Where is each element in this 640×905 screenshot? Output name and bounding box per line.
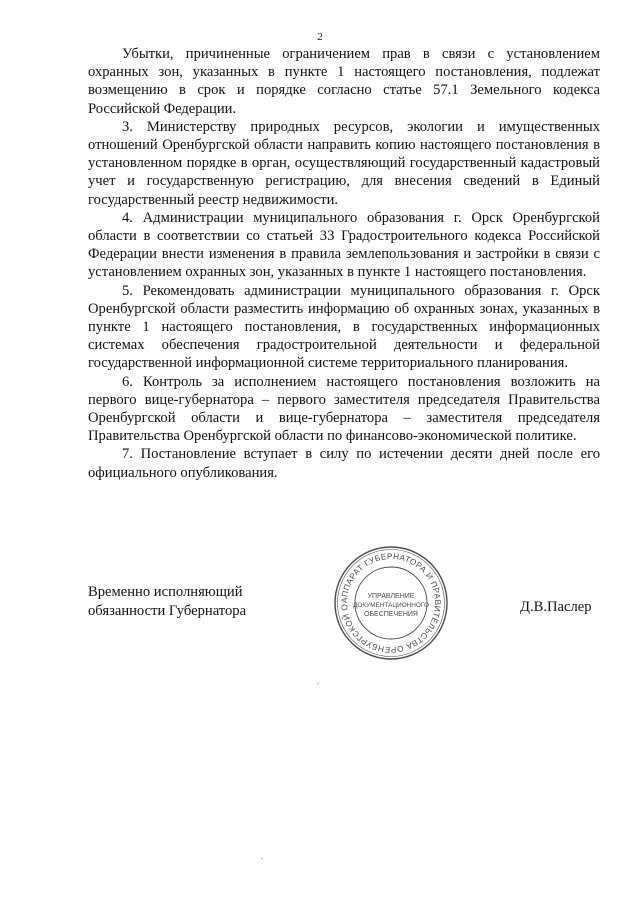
paragraph-item-5: 5. Рекомендовать администрации муниципального образования г. Орск Оренбургской области разместить информацию об охранных зонах, указанных в пункте 1 настоящего постановления, в государственных информационных системах обеспечения градостроительной деятельности и федеральной государственной информационной системе территориального планирования. xyxy=(88,282,600,372)
signatory-position-line2: обязанности Губернатора xyxy=(88,603,247,619)
scan-speck xyxy=(317,683,319,684)
scan-speck xyxy=(261,858,263,859)
paragraph-damages: Убытки, причиненные ограничением прав в связи с установлением охранных зон, указанных в пункте 1 настоящего постановления, подлежат возмещению в срок и порядке согласно статье 57.1 Земельного кодекса Российской Федерации. xyxy=(88,46,600,117)
document-body xyxy=(88,45,600,482)
signatory-name: Д.В.Паслер xyxy=(520,599,592,615)
signatory-position xyxy=(88,583,246,621)
svg-text:ДОКУМЕНТАЦИОННОГО: ДОКУМЕНТАЦИОННОГО xyxy=(353,602,429,609)
paragraph-item-4: 4. Администрации муниципального образования г. Орск Оренбургской области в соответствии со статьей 33 Градостроительного кодекса Российской Федерации внести изменения в правила землепользования и застройки в связи с установлением охранных зон, указанных в пункте 1 настоящего постановления. xyxy=(88,209,600,281)
svg-text:АППАРАТ ГУБЕРНАТОРА И ПРАВИТЕЛ: АППАРАТ ГУБЕРНАТОРА И ПРАВИТЕЛЬСТВА ОРЕНБУРГСКОЙ О xyxy=(339,551,443,655)
paragraph-item-3: 3. Министерству природных ресурсов, экологии и имущественных отношений Оренбургской области направить копию настоящего постановления в установленном порядке в орган, осуществляющий государственный кадастровый учет и государственную регистрацию, для внесения сведений в Единый государственный реестр недвижимости. xyxy=(88,118,600,208)
svg-text:ОБЕСПЕЧЕНИЯ: ОБЕСПЕЧЕНИЯ xyxy=(364,611,418,618)
signatory-position-line1: Временно исполняющий xyxy=(88,584,243,600)
paragraph-item-6: 6. Контроль за исполнением настоящего постановления возложить на первого вице-губернатора – первого заместителя председателя Правительства Оренбургской области и вице-губернатора – заместителя председателя Правительства Оренбургской области по финансово-экономической политике. xyxy=(88,373,600,445)
stamp-seal-icon xyxy=(331,543,451,663)
official-stamp xyxy=(331,543,451,663)
svg-text:УПРАВЛЕНИЕ: УПРАВЛЕНИЕ xyxy=(367,593,415,600)
page-number: 2 xyxy=(317,31,323,43)
paragraph-item-7: 7. Постановление вступает в силу по истечении десяти дней после его официального опубликования. xyxy=(88,446,600,481)
